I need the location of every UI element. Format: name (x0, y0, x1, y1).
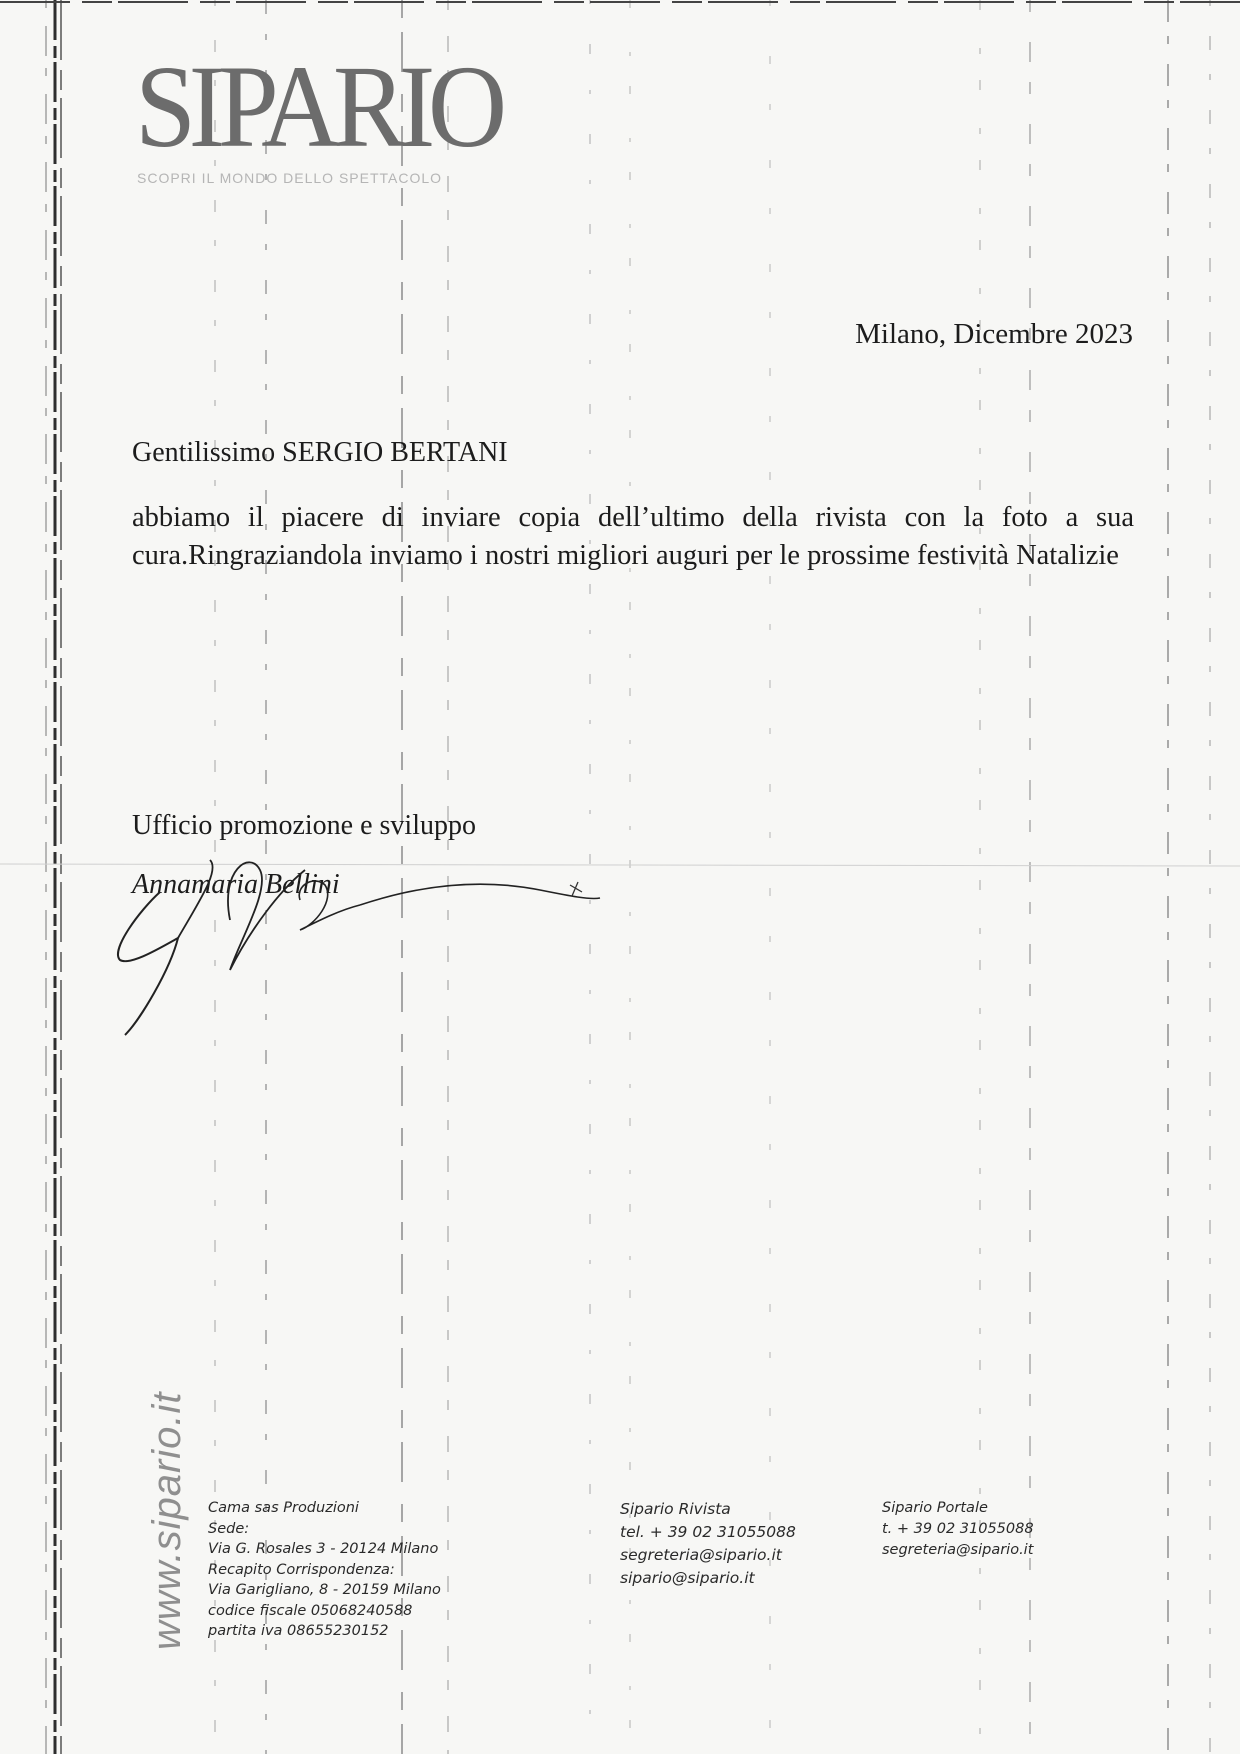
codice-fiscale: codice fiscale 05068240588 (208, 1602, 413, 1619)
footer-company (208, 1498, 441, 1642)
side-url: www.sipario.it (145, 1391, 189, 1650)
handwritten-signature (100, 830, 620, 1050)
partita-iva: partita iva 08655230152 (208, 1623, 389, 1639)
recapito-address: Via Garigliano, 8 - 20159 Milano (208, 1582, 441, 1598)
recapito-label: Recapito Corrispondenza: (208, 1561, 395, 1578)
salutation: Gentilissimo SERGIO BERTANI (132, 437, 508, 468)
portale-title: Sipario Portale (882, 1500, 988, 1516)
sipario-logo (135, 41, 505, 192)
company-name: Cama sas Produzioni (208, 1500, 359, 1516)
sede-label: Sede: (208, 1520, 250, 1537)
footer-rivista (620, 1498, 796, 1590)
footer-portale (882, 1498, 1034, 1561)
rivista-tel: tel. + 39 02 31055088 (620, 1523, 796, 1541)
logo-text: SIPARIO (135, 41, 500, 172)
letter-body: abbiamo il piacere di inviare copia dell’ultimo della rivista con la foto a sua cura.Ringraziandola inviamo i nostri migliori auguri per le prossime festività Natalizie (132, 502, 1134, 571)
rivista-email-segreteria: segreteria@sipario.it (620, 1546, 782, 1564)
rivista-title: Sipario Rivista (620, 1500, 731, 1518)
rivista-email-sipario: sipario@sipario.it (620, 1569, 755, 1587)
portale-email: segreteria@sipario.it (882, 1542, 1034, 1558)
date-line: Milano, Dicembre 2023 (855, 318, 1133, 350)
closing-office: Ufficio promozione e sviluppo (132, 810, 476, 841)
sede-address: Via G. Rosales 3 - 20124 Milano (208, 1541, 439, 1557)
signer-name: Annamaria Bellini (132, 869, 340, 900)
portale-tel: t. + 39 02 31055088 (882, 1521, 1034, 1537)
logo-tagline: SCOPRI IL MONDO DELLO SPETTACOLO (137, 170, 443, 186)
